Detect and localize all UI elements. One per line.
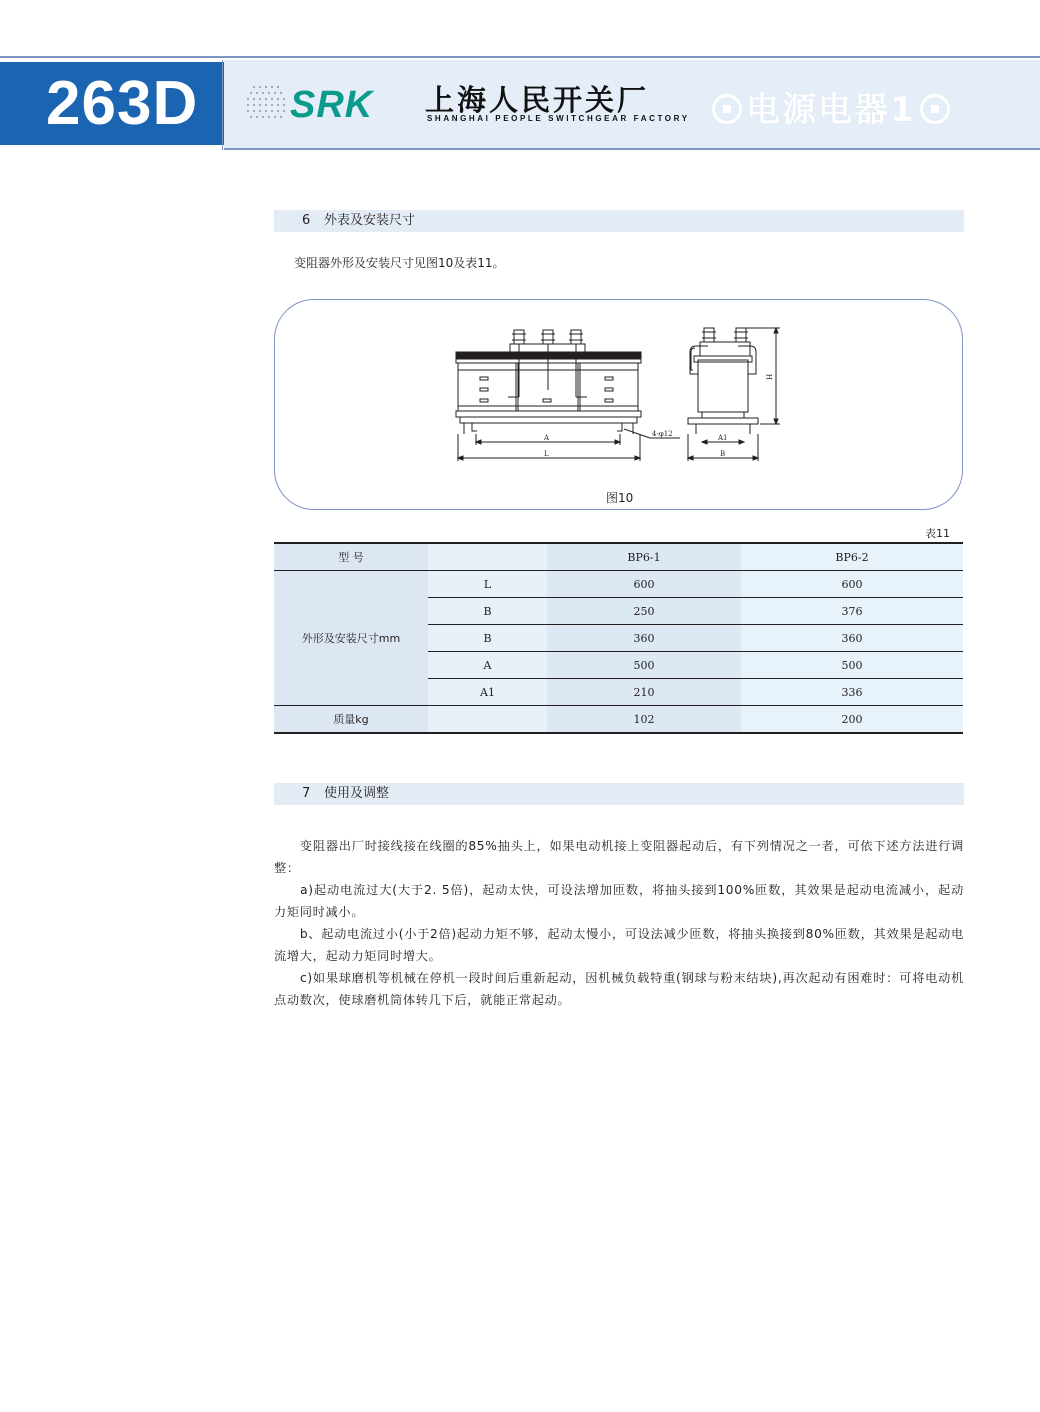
mass-label: 质量kg (274, 706, 428, 734)
section-6-heading (274, 210, 964, 232)
header-blank (428, 543, 547, 571)
header-divider (222, 60, 223, 150)
value-bp6-1: 500 (547, 652, 741, 679)
group-label: 外形及安装尺寸mm (274, 571, 428, 706)
dim-name: B (428, 598, 547, 625)
outline-drawing (450, 322, 790, 462)
dim-name: A1 (428, 679, 547, 706)
value-bp6-1: 600 (547, 571, 741, 598)
header-bp6-1: BP6-1 (547, 543, 741, 571)
dim-label-h: H (766, 373, 774, 380)
figure-caption: 图10 (606, 491, 634, 505)
page-number-box (0, 62, 224, 145)
spec-table (274, 542, 963, 734)
page-number: 263D (46, 69, 199, 138)
section-title-text: 电源电器1 (746, 90, 916, 130)
header-model: 型 号 (274, 543, 428, 571)
value-bp6-2: 500 (741, 652, 963, 679)
paragraph-c: c)如果球磨机等机械在停机一段时间后重新起动，因机械负载特重(钢球与粉末结块),再次起动有困难时：可将电动机点动数次，使球磨机筒体转几下后，就能正常起动。 (274, 971, 964, 1007)
value-bp6-2: 336 (741, 679, 963, 706)
value-bp6-1: 360 (547, 625, 741, 652)
section-6-title: 外表及安装尺寸 (324, 213, 416, 228)
dim-name: B (428, 625, 547, 652)
company-name-en: SHANGHAI PEOPLE SWITCHGEAR FACTORY (427, 114, 690, 123)
value-bp6-2: 360 (741, 625, 963, 652)
halftone-dots-icon (244, 84, 288, 124)
mass-blank (428, 706, 547, 734)
section-6-number: 6 (302, 213, 311, 228)
header-bp6-2: BP6-2 (741, 543, 963, 571)
header-bottom-rule (224, 148, 1040, 150)
dim-label-l: L (544, 450, 549, 458)
header-top-rule (0, 56, 1040, 58)
section-7-number: 7 (302, 786, 311, 801)
table-row (274, 571, 963, 598)
section-7-title: 使用及调整 (324, 786, 390, 801)
paragraph-b: b、起动电流过小(小于2倍)起动力矩不够，起动太慢小，可设法减少匝数，将抽头换接到80%匝数，其效果是起动电流增大，起动力矩同时增大。 (274, 927, 964, 963)
table-row-mass (274, 706, 963, 734)
circle-square-icon (712, 94, 742, 124)
mass-bp6-1: 102 (547, 706, 741, 734)
table-label: 表11 (925, 527, 950, 540)
dim-name: L (428, 571, 547, 598)
dim-name: A (428, 652, 547, 679)
circle-square-icon (920, 94, 950, 124)
mass-bp6-2: 200 (741, 706, 963, 734)
dim-label-b: B (720, 450, 726, 458)
company-name-cn: 上海人民开关厂 (425, 83, 650, 117)
section-title (712, 82, 950, 131)
value-bp6-2: 600 (741, 571, 963, 598)
paragraph-intro: 变阻器出厂时接线接在线圈的85%抽头上，如果电动机接上变阻器起动后，有下列情况之一者，可依下述方法进行调整： (274, 839, 964, 875)
value-bp6-2: 376 (741, 598, 963, 625)
value-bp6-1: 250 (547, 598, 741, 625)
dim-label-a1: A1 (718, 434, 728, 442)
dim-label-holes: 4-φ12 (652, 430, 673, 438)
section-7-heading (274, 783, 964, 805)
section-6-intro: 变阻器外形及安装尺寸见图10及表11。 (294, 256, 505, 270)
dim-label-a: A (544, 434, 550, 442)
srk-logo: SRK (290, 84, 374, 126)
paragraph-a: a)起动电流过大(大于2. 5倍)，起动太快，可设法增加匝数，将抽头接到100%匝数，其效果是起动电流减小，起动力矩同时减小。 (274, 883, 964, 919)
value-bp6-1: 210 (547, 679, 741, 706)
table-header-row (274, 543, 963, 571)
